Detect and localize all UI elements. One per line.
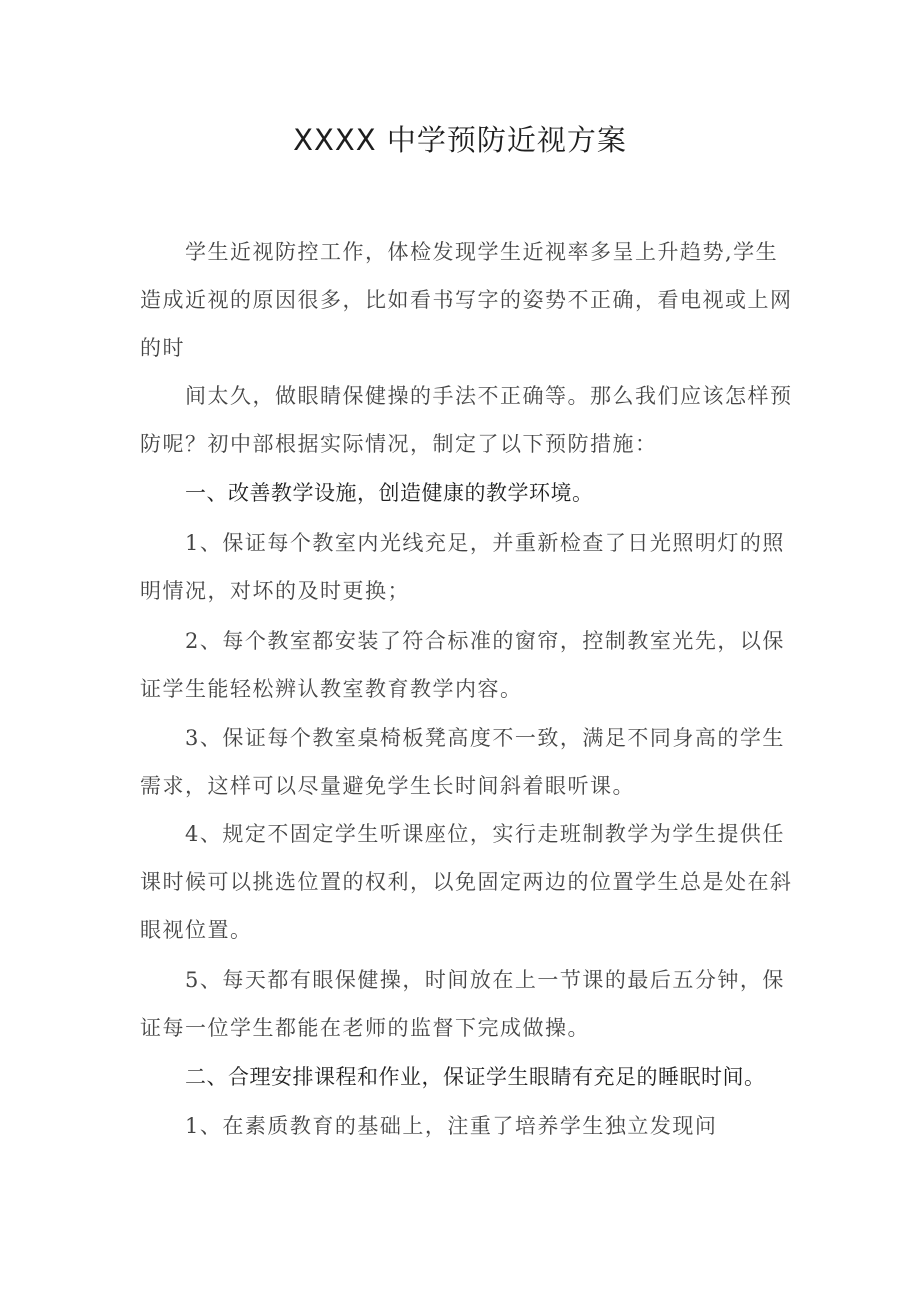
paragraph-intro-continued: 间太久，做眼睛保健操的手法不正确等。那么我们应该怎样预防呢？初中部根据实际情况，制定了以下预防措施： <box>140 384 793 456</box>
list-item-2-1: 1、在素质教育的基础上，注重了培养学生独立发现问 <box>185 1114 718 1138</box>
section-heading-1: 一、改善教学设施，创造健康的教学环境。 <box>185 481 594 505</box>
list-item-1-4: 4、规定不固定学生听课座位，实行走班制教学为学生提供任课时候可以挑选位置的权利，以免固定两边的位置学生总是处在斜眼视位置。 <box>140 822 793 942</box>
paragraph-intro: 学生近视防控工作，体检发现学生近视率多呈上升趋势,学生造成近视的原因很多，比如看书写字的姿势不正确，看电视或上网的时 <box>140 240 793 360</box>
list-item-1-3: 3、保证每个教室桌椅板凳高度不一致，满足不同身高的学生需求，这样可以尽量避免学生长时间斜着眼听课。 <box>140 726 785 798</box>
list-item-1-1: 1、保证每个教室内光线充足，并重新检查了日光照明灯的照明情况，对坏的及时更换； <box>140 531 785 603</box>
list-item-1-2: 2、每个教室都安装了符合标准的窗帘，控制教室光先，以保证学生能轻松辨认教室教育教学内容。 <box>140 629 785 701</box>
document-title: XXXX 中学预防近视方案 <box>293 123 627 157</box>
list-item-1-5: 5、每天都有眼保健操，时间放在上一节课的最后五分钟，保证每一位学生都能在老师的监督下完成做操。 <box>140 968 785 1040</box>
section-heading-2: 二、合理安排课程和作业，保证学生眼睛有充足的睡眠时间。 <box>185 1065 766 1089</box>
